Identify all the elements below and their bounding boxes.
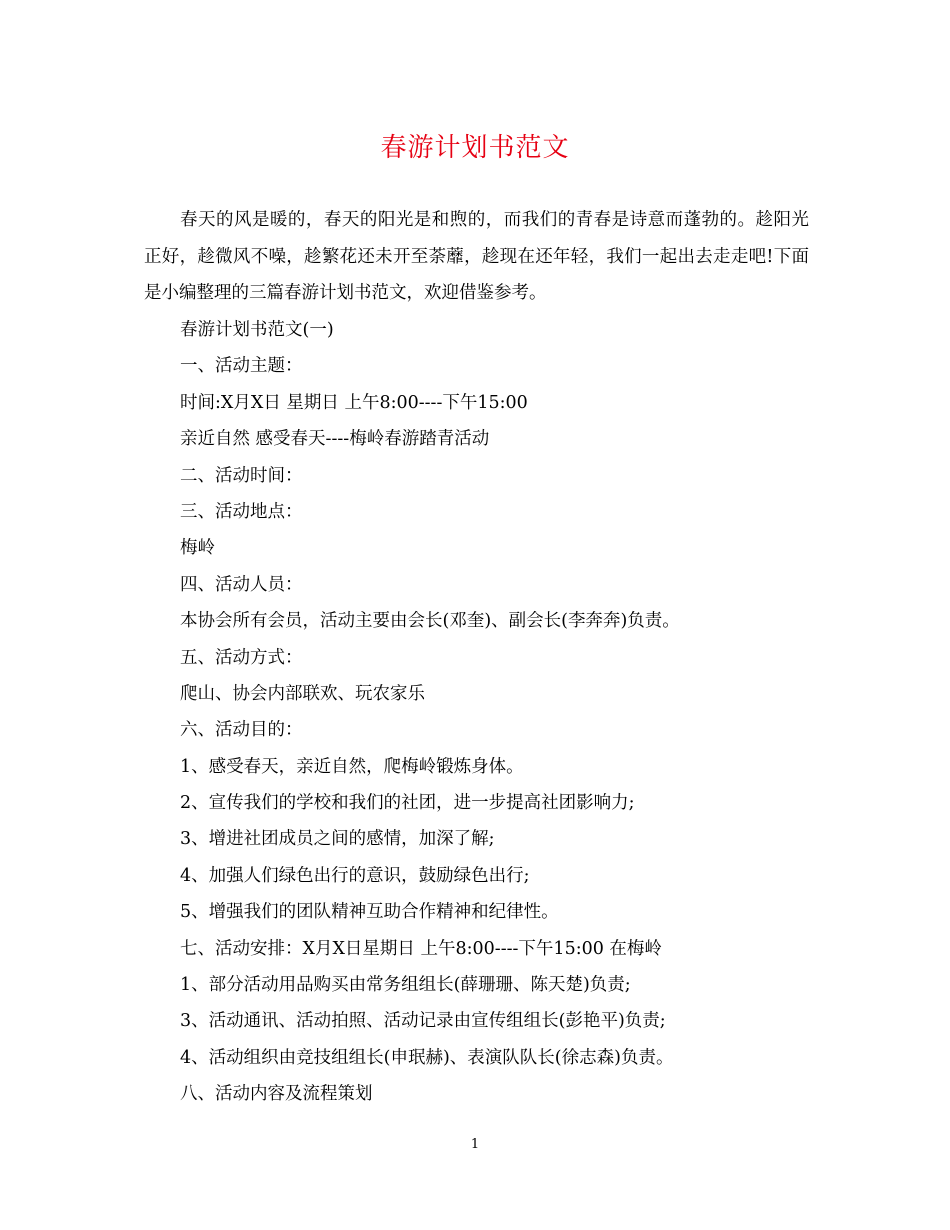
body-line: 爬山、协会内部联欢、玩农家乐 xyxy=(180,683,425,704)
document-title: 春游计划书范文 xyxy=(380,133,570,163)
body-line: 时间:X月X日 星期日 上午8:00----下午15:00 xyxy=(180,392,528,413)
body-line: 四、活动人员： xyxy=(180,574,303,595)
body-line: 4、活动组织由竞技组组长(申珉赫)、表演队队长(徐志森)负责。 xyxy=(180,1047,674,1068)
body-line: 春游计划书范文(一) xyxy=(180,320,334,340)
page-number: 1 xyxy=(470,1137,480,1152)
body-line: 五、活动方式： xyxy=(180,647,303,668)
body-line: 六、活动目的： xyxy=(180,720,303,741)
body-line: 本协会所有会员，活动主要由会长(邓奎)、副会长(李奔奔)负责。 xyxy=(180,611,680,632)
body-line: 4、加强人们绿色出行的意识，鼓励绿色出行; xyxy=(180,865,530,886)
body-line: 三、活动地点： xyxy=(180,501,303,522)
body-line: 一、活动主题： xyxy=(180,356,303,377)
body-line: 七、活动安排：X月X日星期日 上午8:00----下午15:00 在梅岭 xyxy=(180,938,662,959)
body-lines xyxy=(180,312,820,1113)
body-line: 3、活动通讯、活动拍照、活动记录由宣传组组长(彭艳平)负责; xyxy=(180,1011,666,1032)
body-line: 1、部分活动用品购买由常务组组长(薛珊珊、陈天楚)负责; xyxy=(180,975,631,996)
body-line: 梅岭 xyxy=(180,538,215,559)
body-line: 5、增强我们的团队精神互助合作精神和纪律性。 xyxy=(180,902,559,923)
body-line: 亲近自然 感受春天----梅岭春游踏青活动 xyxy=(180,429,490,450)
intro-paragraph: 春天的风是暖的，春天的阳光是和煦的，而我们的青春是诗意而蓬勃的。趁阳光正好，趁微风不噪，趁繁花还未开至荼蘼，趁现在还年轻，我们一起出去走走吧!下面是小编整理的三篇春游计划书范文，欢迎借鉴参考。 xyxy=(144,210,809,303)
body-line: 2、宣传我们的学校和我们的社团，进一步提高社团影响力; xyxy=(180,793,635,814)
body-line: 八、活动内容及流程策划 xyxy=(180,1084,373,1105)
body-line: 二、活动时间： xyxy=(180,465,303,486)
body-line: 1、感受春天，亲近自然，爬梅岭锻炼身体。 xyxy=(180,756,524,777)
body-line: 3、增进社团成员之间的感情，加深了解; xyxy=(180,829,495,850)
